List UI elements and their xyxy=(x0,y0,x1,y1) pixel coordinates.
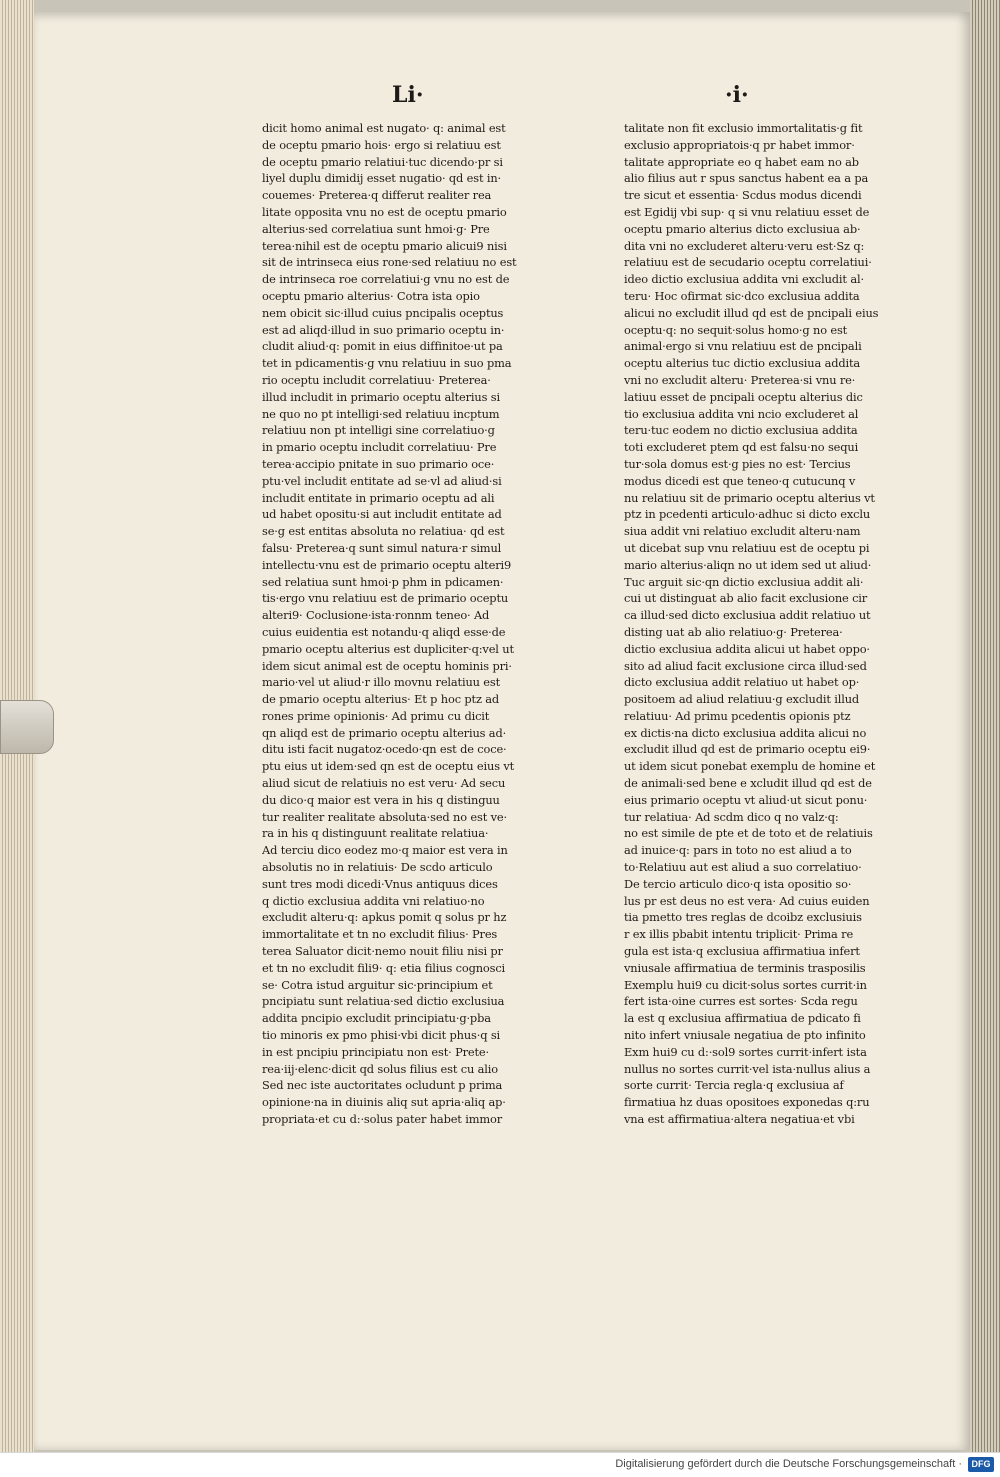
text-line: gula est ista·q exclusiua affirmatiua infert xyxy=(624,944,860,959)
book-right-page-edges xyxy=(970,0,1000,1452)
text-line: animal·ergo si vnu relatiuu est de pncipali xyxy=(624,339,862,354)
text-line: tre sicut et essentia· Scdus modus dicendi xyxy=(624,188,862,203)
text-line: idem sicut animal est de oceptu hominis pri· xyxy=(262,658,512,673)
text-line: dictio exclusiua addita alicui ut habet oppo· xyxy=(624,641,870,656)
text-line: et tn no excludit fili9· q: etia filius cognosci xyxy=(262,960,506,975)
funding-notice: Digitalisierung gefördert durch die Deutsche Forschungsgemeinschaft · xyxy=(615,1458,962,1470)
text-line: la est q exclusiua affirmatiua de pdicato fi xyxy=(624,1011,861,1026)
text-line: aliud sicut de relatiuis no est veru· Ad secu xyxy=(262,776,506,791)
text-line: pmario oceptu alterius est dupliciter·q:vel ut xyxy=(262,641,514,656)
text-line: to·Relatiuu aut est aliud a suo correlatiuo· xyxy=(624,860,862,875)
text-line: tur relatiua· Ad scdm dico q no valz·q: xyxy=(624,809,839,824)
text-line: nullus no sortes currit·vel ista·nullus alius a xyxy=(624,1061,871,1076)
text-line: alio filius aut r spus sanctus habent ea a pa xyxy=(624,171,869,186)
text-line: vni no excludit alteru· Preterea·si vnu re· xyxy=(624,372,856,387)
text-line: se·g est entitas absoluta no relatiua· qd est xyxy=(262,524,505,539)
text-line: Exm hui9 cu d:·sol9 sortes currit·infert ista xyxy=(624,1044,867,1059)
text-line: nito infert vniusale negatiua de pto infinito xyxy=(624,1028,866,1043)
text-line: q dictio exclusiua addita vni relatiuo·no xyxy=(262,893,485,908)
text-line: modus dicedi est que teneo·q cutucunq v xyxy=(624,473,856,488)
text-line: alterius·sed correlatiua sunt hmoi·g· Pre xyxy=(262,221,490,236)
text-line: ut idem sicut ponebat exemplu de homine et xyxy=(624,759,876,774)
text-line: illud includit in primario oceptu alterius si xyxy=(262,389,500,404)
text-line: firmatiua hz duas opositoes exponedas q:ru xyxy=(624,1095,870,1110)
text-line: cui ut distinguat ab alio facit exclusione cir xyxy=(624,591,868,606)
text-line: cuius euidentia est notandu·q aliqd esse·de xyxy=(262,624,506,639)
text-line: est ad aliqd·illud in suo primario oceptu in· xyxy=(262,322,505,337)
text-line: ex dictis·na dicto exclusiua addita alicui no xyxy=(624,725,867,740)
text-line: qn aliqd est de primario oceptu alterius ad· xyxy=(262,725,507,740)
text-line: nem obicit sic·illud cuius pncipalis oceptus xyxy=(262,305,504,320)
text-line: in pmario oceptu includit correlatiuu· Pre xyxy=(262,440,497,455)
text-line: mario alterius·aliqn no ut idem sed ut aliud· xyxy=(624,557,872,572)
text-line: relatiuu est de secudario oceptu correlatiui· xyxy=(624,255,872,270)
text-line: tio exclusiua addita vni ncio excluderet al xyxy=(624,406,859,421)
text-line: tur·sola domus est·g pies no est· Tercius xyxy=(624,456,851,471)
text-line: tet in pdicamentis·g vnu relatiuu in suo pma xyxy=(262,356,512,371)
text-line: de intrinseca roe correlatiui·g vnu no est de xyxy=(262,272,510,287)
text-line: addita pncipio excludit principiatu·g·pba xyxy=(262,1011,491,1026)
text-line: oceptu pmario alterius· Cotra ista opio xyxy=(262,288,480,303)
text-line: sit de intrinseca eius rone·sed relatiuu no est xyxy=(262,255,517,270)
text-line: sed relatiua sunt hmoi·p phm in pdicamen· xyxy=(262,574,504,589)
text-line: ne quo no pt intelligi·sed relatiuu incptum xyxy=(262,406,500,421)
text-line: oceptu pmario alterius dicto exclusiua ab· xyxy=(624,221,861,236)
text-line: tia pmetto tres reglas de dcoibz exclusiuis xyxy=(624,910,862,925)
text-line: ideo dictio exclusiua addita vni excludit al· xyxy=(624,272,864,287)
book-clasp xyxy=(0,700,54,754)
text-line: excludit illud qd est de primario oceptu ei9· xyxy=(624,742,871,757)
text-line: Ad terciu dico eodez mo·q maior est vera in xyxy=(262,843,508,858)
text-line: immortalitate et tn no excludit filius· Pres xyxy=(262,927,498,942)
text-line: de oceptu pmario relatiui·tuc dicendo·pr si xyxy=(262,154,503,169)
text-line: rones prime opinionis· Ad primu cu dicit xyxy=(262,708,490,723)
text-line: est Egidij vbi sup· q si vnu relatiuu esset de xyxy=(624,204,870,219)
text-line: ud habet opositu·si aut includit entitate ad xyxy=(262,507,502,522)
text-line: disting uat ab alio relatiuo·g· Preterea· xyxy=(624,624,843,639)
text-line: terea·accipio pnitate in suo primario oce· xyxy=(262,456,495,471)
text-line: teru· Hoc ofirmat sic·dco exclusiua addita xyxy=(624,288,860,303)
text-line: siua addit vni relatiuo excludit alteru·nam xyxy=(624,524,861,539)
text-line: Exemplu hui9 cu dicit·solus sortes currit·in xyxy=(624,977,867,992)
text-line: ra in his q distinguunt realitate relatiua· xyxy=(262,826,489,841)
text-line: teru·tuc eodem no dictio exclusiua addita xyxy=(624,423,858,438)
text-line: sito ad aliud facit exclusione circa illud·sed xyxy=(624,658,867,673)
page-headline-right: ·i· xyxy=(725,82,749,108)
text-line: Tuc arguit sic·qn dictio exclusiua addit ali· xyxy=(624,574,864,589)
text-line: exclusio appropriatois·q pr habet immor· xyxy=(624,137,855,152)
text-line: oceptu·q: no sequit·solus homo·g no est xyxy=(624,322,848,337)
text-line: nu relatiuu sit de primario oceptu alterius vt xyxy=(624,490,875,505)
text-line: dicit homo animal est nugato· q: animal est xyxy=(262,121,506,135)
footer-bar xyxy=(0,1452,1000,1477)
text-line: intellectu·vnu est de primario oceptu alteri9 xyxy=(262,557,512,572)
text-line: fert ista·oine curres est sortes· Scda regu xyxy=(624,994,858,1009)
text-line: de oceptu pmario hois· ergo si relatiuu est xyxy=(262,137,501,152)
text-column-right xyxy=(624,120,936,1128)
text-line: vna est affirmatiua·altera negatiua·et vbi xyxy=(624,1112,855,1127)
text-line: in est pncipiu principiatu non est· Prete· xyxy=(262,1044,489,1059)
text-line: positoem ad aliud relatiuu·g excludit illud xyxy=(624,692,860,707)
text-line: mario·vel ut aliud·r illo movnu relatiuu est xyxy=(262,675,501,690)
text-line: sorte currit· Tercia regla·q exclusiua af xyxy=(624,1078,844,1093)
text-line: lus pr est deus no est vera· Ad cuius euiden xyxy=(624,893,870,908)
text-line: tur realiter realitate absoluta·sed no est ve· xyxy=(262,809,507,824)
text-line: tis·ergo vnu relatiuu est de primario oceptu xyxy=(262,591,509,606)
text-line: absolutis no in relatiuis· De scdo articulo xyxy=(262,860,493,875)
text-line: rea·iij·elenc·dicit qd solus filius est cu alio xyxy=(262,1061,498,1076)
text-line: alteri9· Coclusione·ista·ronnm teneo· Ad xyxy=(262,608,490,623)
text-line: rio oceptu includit correlatiuu· Preterea· xyxy=(262,372,491,387)
text-line: relatiuu· Ad primu pcedentis opionis ptz xyxy=(624,708,851,723)
text-line: pncipiatu sunt relatiua·sed dictio exclusiua xyxy=(262,994,505,1009)
text-line: oceptu alterius tuc dictio exclusiua addita xyxy=(624,356,861,371)
text-line: includit entitate in primario oceptu ad ali xyxy=(262,490,495,505)
text-line: ca illud·sed dicto exclusiua addit relatiuo ut xyxy=(624,608,871,623)
text-line: ad inuice·q: pars in toto no est aliud a to xyxy=(624,843,852,858)
text-column-left xyxy=(262,120,574,1128)
page-headline-left: Li· xyxy=(392,82,424,108)
text-line: ptz in pcedenti articulo·adhuc si dicto exclu xyxy=(624,507,871,522)
text-line: alicui no excludit illud qd est de pncipali eius xyxy=(624,305,879,320)
text-line: terea Saluator dicit·nemo nouit filiu nisi pr xyxy=(262,944,503,959)
text-line: ditu isti facit nugatoz·ocedo·qn est de coce· xyxy=(262,742,507,757)
text-line: se· Cotra istud arguitur sic·principium et xyxy=(262,977,493,992)
dfg-logo: DFG xyxy=(968,1457,994,1472)
text-line: Sed nec iste auctoritates ocludunt p prima xyxy=(262,1078,503,1093)
text-line: du dico·q maior est vera in his q distinguu xyxy=(262,792,500,807)
text-line: couemes· Preterea·q differut realiter rea xyxy=(262,188,492,203)
text-line: eius primario oceptu vt aliud·ut sicut ponu· xyxy=(624,792,868,807)
text-line: De tercio articulo dico·q ista opositio so· xyxy=(624,876,852,891)
text-line: ut dicebat sup vnu relatiuu est de oceptu pi xyxy=(624,540,870,555)
text-line: excludit alteru·q: apkus pomit q solus pr hz xyxy=(262,910,507,925)
text-line: de pmario oceptu alterius· Et p hoc ptz ad xyxy=(262,692,500,707)
text-line: falsu· Preterea·q sunt simul natura·r simul xyxy=(262,540,502,555)
text-line: relatiuu non pt intelligi sine correlatiuo·g xyxy=(262,423,495,438)
text-line: tio minoris ex pmo phisi·vbi dicit phus·q si xyxy=(262,1028,501,1043)
text-line: sunt tres modi dicedi·Vnus antiquus dices xyxy=(262,876,498,891)
text-line: no est simile de pte et de toto et de relatiuis xyxy=(624,826,873,841)
text-line: ptu eius ut idem·sed qn est de oceptu eius vt xyxy=(262,759,515,774)
text-line: cludit aliud·q: pomit in eius diffinitoe·ut pa xyxy=(262,339,503,354)
text-line: latiuu esset de pncipali oceptu alterius dic xyxy=(624,389,863,404)
text-line: r ex illis pbabit intentu triplicit· Prima re xyxy=(624,927,854,942)
text-line: opinione·na in diuinis aliq sut apria·aliq ap· xyxy=(262,1095,506,1110)
text-line: ptu·vel includit entitate ad se·vl ad aliud·si xyxy=(262,473,502,488)
text-line: talitate appropriate eo q habet eam no ab xyxy=(624,154,859,169)
text-line: liyel duplu dimidij esset nugatio· qd est in· xyxy=(262,171,501,186)
text-line: propriata·et cu d:·solus pater habet immor xyxy=(262,1112,503,1127)
text-line: terea·nihil est de oceptu pmario alicui9 nisi xyxy=(262,238,507,253)
text-line: de animali·sed bene e xcludit illud qd est de xyxy=(624,776,872,791)
text-line: dicto exclusiua addit relatiuo ut habet op· xyxy=(624,675,860,690)
text-line: vniusale affirmatiua de terminis trasposilis xyxy=(624,960,866,975)
text-line: litate opposita vnu no est de oceptu pmario xyxy=(262,204,507,219)
text-line: dita vni no excluderet alteru·veru est·Sz q: xyxy=(624,238,865,253)
text-line: talitate non fit exclusio immortalitatis·g fit xyxy=(624,121,863,135)
text-line: toti excluderet ptem qd est falsu·no sequi xyxy=(624,440,859,455)
